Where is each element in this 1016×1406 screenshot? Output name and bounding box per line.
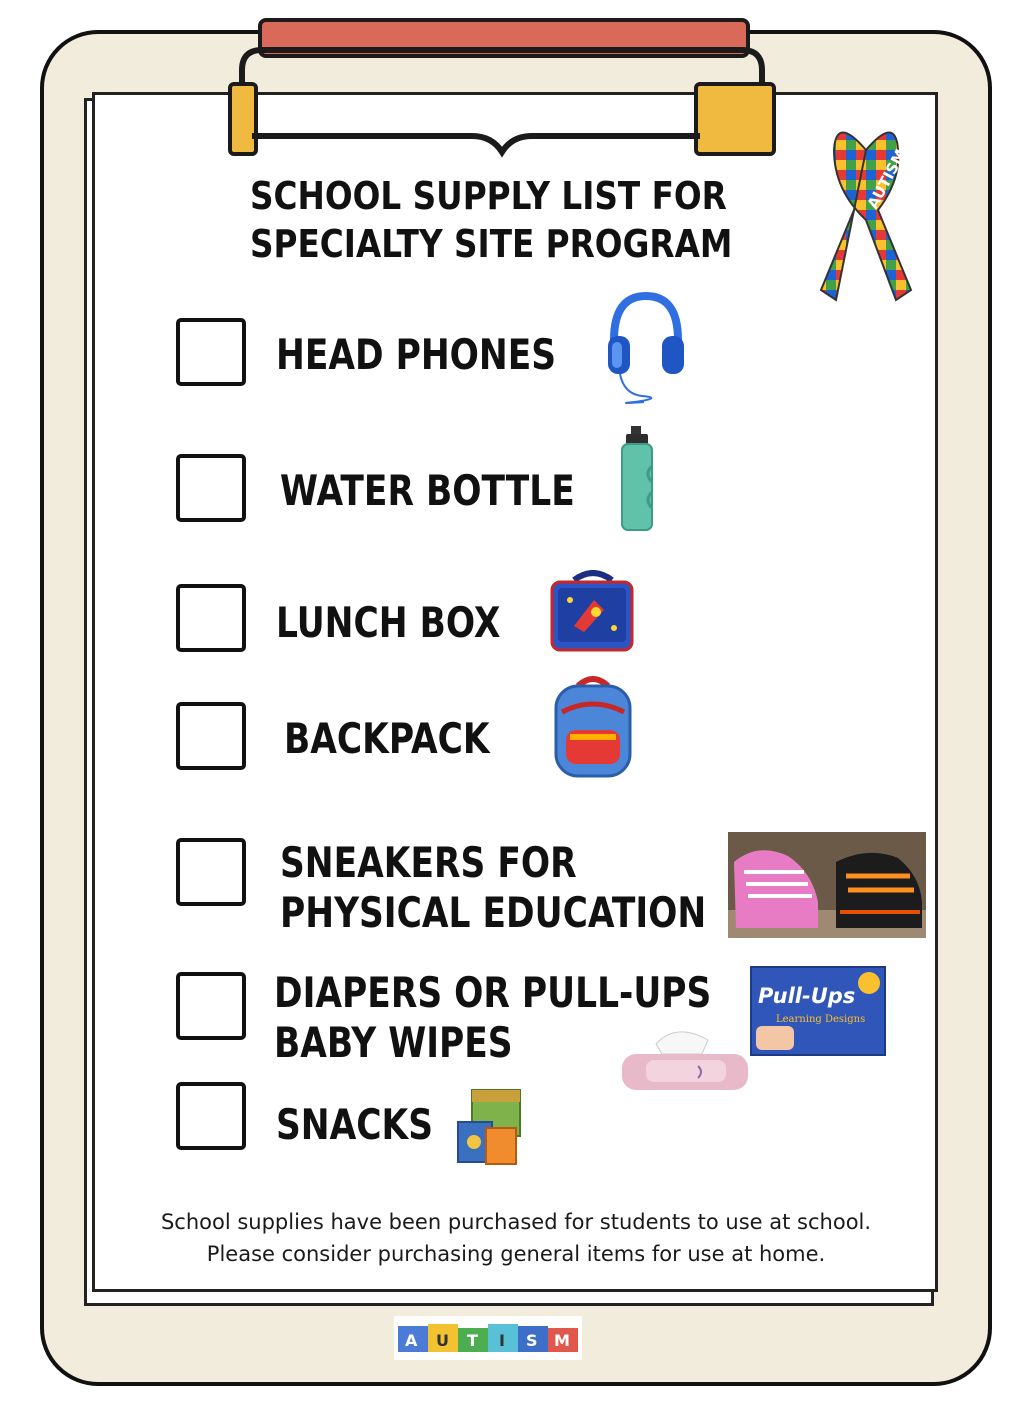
item-label-sneakers-line-1: SNEAKERS FOR (280, 838, 577, 887)
footer-line-2: Please consider purchasing general items for use at home. (206, 1242, 826, 1266)
checkbox-snacks[interactable] (176, 1082, 246, 1150)
item-label-snacks: SNACKS (276, 1100, 434, 1149)
checkbox-water-bottle[interactable] (176, 454, 246, 522)
logo-letter-a: A (405, 1331, 418, 1350)
sneakers-photo (728, 832, 926, 938)
water-bottle-icon (616, 426, 658, 534)
title-line-1: SCHOOL SUPPLY LIST FOR (250, 174, 727, 218)
star-badge-icon (858, 972, 880, 994)
checkbox-lunch-box[interactable] (176, 584, 246, 652)
baby-wipes-icon (616, 1022, 750, 1094)
item-label-backpack: BACKPACK (284, 714, 490, 763)
lunch-box-icon (548, 570, 638, 654)
pull-ups-brand-text: Pull-Ups (758, 984, 856, 1008)
item-label-sneakers-line-2: PHYSICAL EDUCATION (280, 888, 707, 937)
item-label-lunch-box: LUNCH BOX (276, 598, 501, 647)
checkbox-sneakers[interactable] (176, 838, 246, 906)
clipboard-clip-icon (222, 40, 782, 160)
logo-letter-i: I (499, 1331, 505, 1350)
footer-line-1: School supplies have been purchased for students to use at school. (160, 1210, 872, 1234)
item-label-diapers-line-2: BABY WIPES (274, 1018, 513, 1067)
pull-ups-sub-text: Learning Designs (776, 1014, 866, 1025)
headphones-icon (604, 290, 688, 406)
child-photo-icon (756, 1026, 794, 1050)
checkbox-diapers-wipes[interactable] (176, 972, 246, 1040)
snack-boxes-photo (456, 1088, 522, 1168)
logo-letter-t: T (467, 1331, 478, 1350)
autism-puzzle-logo (394, 1316, 582, 1360)
page-title (250, 172, 790, 268)
footer-note (100, 1206, 932, 1270)
ribbon-text: AUTISM (863, 146, 910, 212)
logo-letter-m: M (554, 1331, 570, 1350)
item-label-water-bottle: WATER BOTTLE (280, 466, 575, 515)
title-line-2: SPECIALTY SITE PROGRAM (250, 222, 733, 266)
checkbox-backpack[interactable] (176, 702, 246, 770)
pull-ups-box-photo (750, 966, 886, 1056)
autism-ribbon-icon (816, 110, 916, 306)
backpack-icon (548, 672, 638, 780)
logo-letter-u: U (436, 1331, 449, 1350)
logo-letter-s: S (526, 1331, 538, 1350)
item-label-sneakers (280, 838, 706, 938)
checkbox-head-phones[interactable] (176, 318, 246, 386)
item-label-diapers-line-1: DIAPERS OR PULL-UPS (274, 968, 712, 1017)
item-label-head-phones: HEAD PHONES (276, 330, 557, 379)
